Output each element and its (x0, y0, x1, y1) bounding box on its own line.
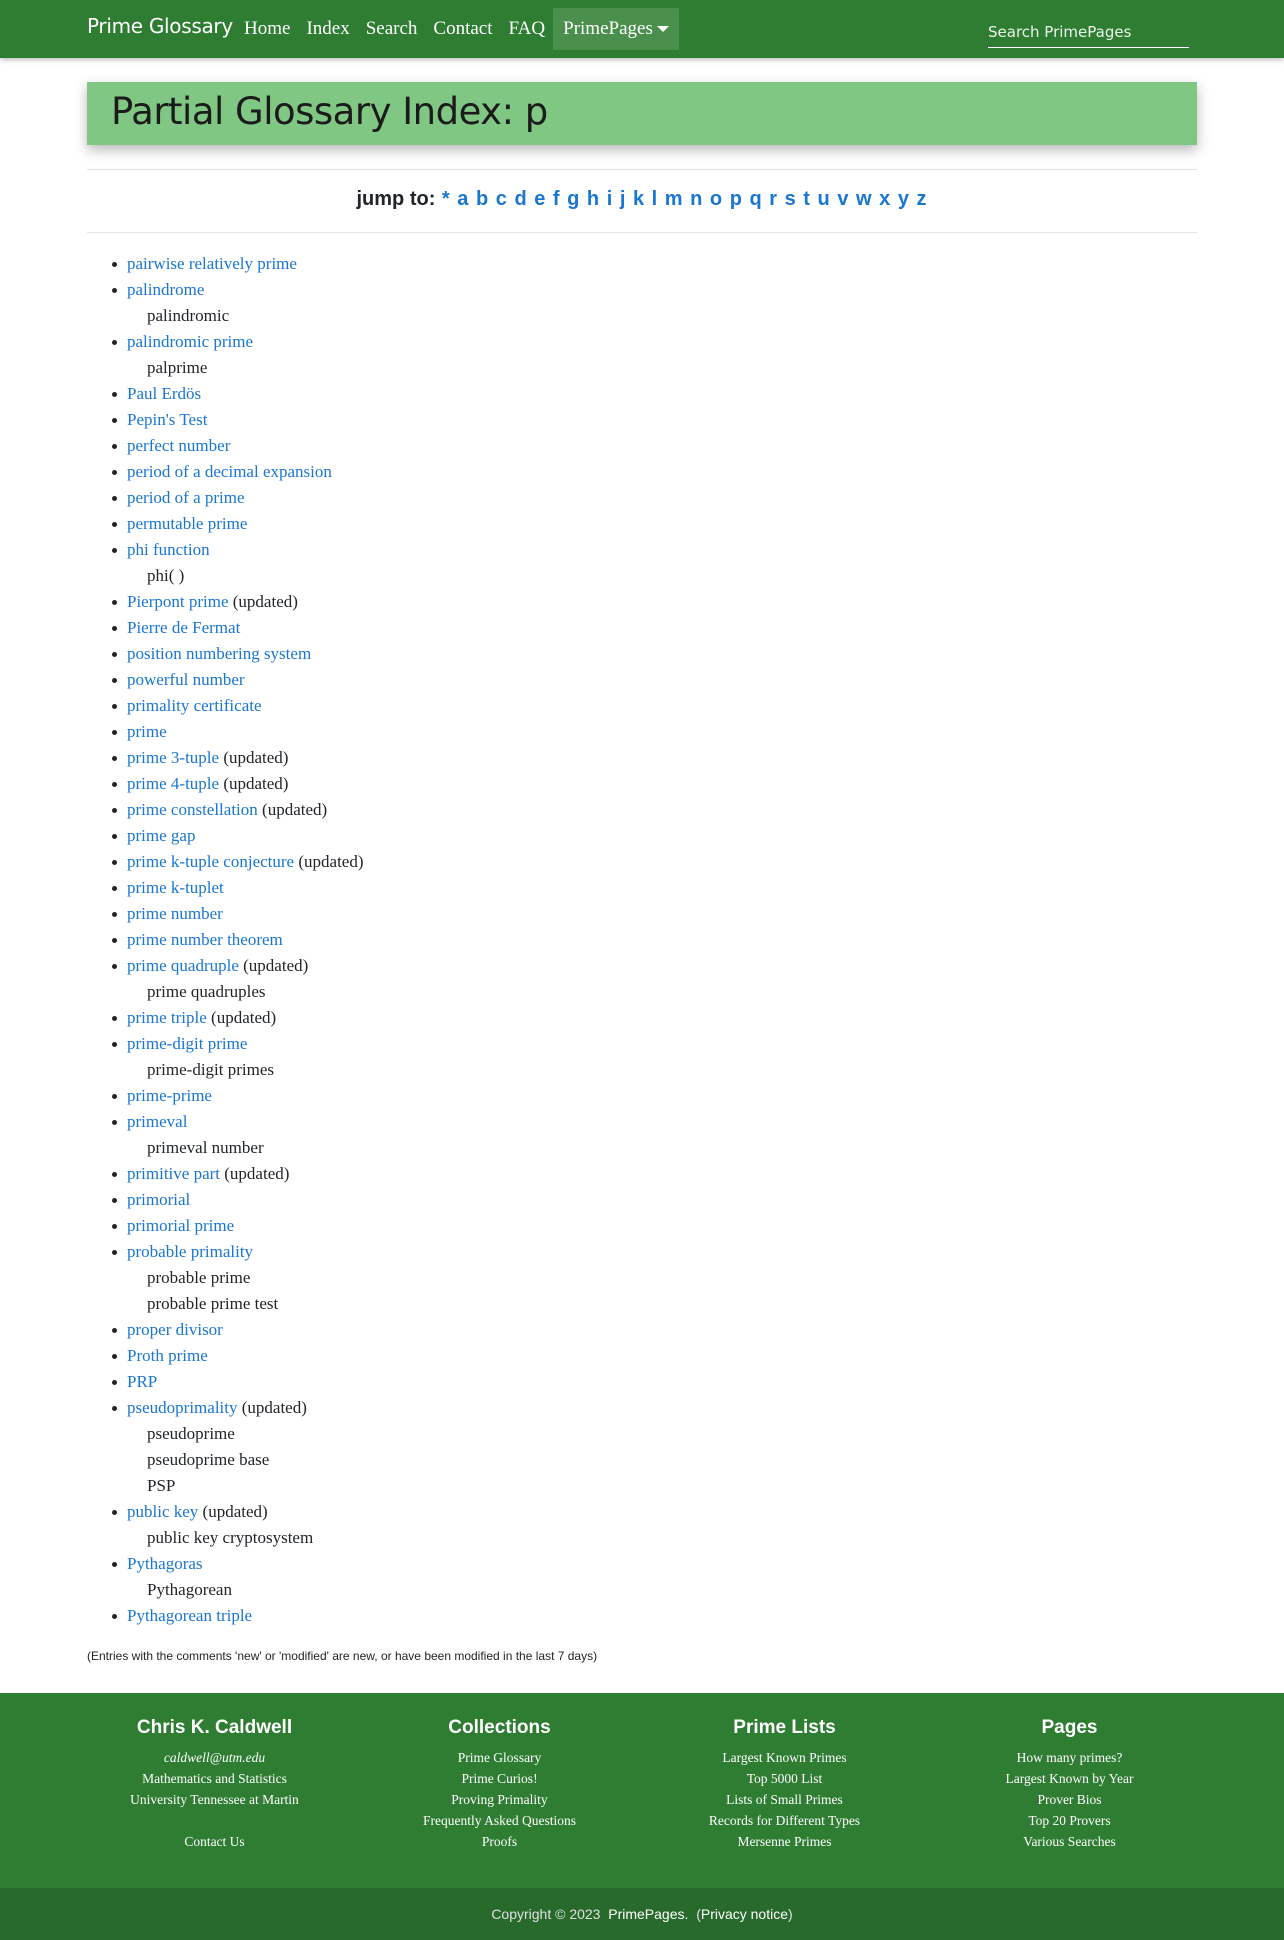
list-item (127, 1187, 364, 1213)
jump-letter-link[interactable]: r (769, 188, 778, 210)
footer-link[interactable]: Frequently Asked Questions (423, 1813, 576, 1828)
nav-links (236, 8, 679, 50)
footer-link[interactable]: Prover Bios (1037, 1792, 1102, 1807)
jump-letter-link[interactable]: o (709, 188, 723, 210)
footer-email-link[interactable]: caldwell@utm.edu (163, 1750, 266, 1765)
privacy-link[interactable]: Privacy notice (700, 1906, 789, 1922)
glossary-term-link[interactable]: Paul Erdös (127, 384, 202, 403)
footer-link[interactable]: Top 20 Provers (1028, 1813, 1111, 1828)
synonym-row (127, 1135, 364, 1161)
glossary-term-link[interactable]: period of a prime (127, 488, 245, 507)
synonym-text: probable prime test (147, 1294, 279, 1313)
glossary-term-link[interactable]: Pierre de Fermat (127, 618, 241, 637)
glossary-term-link[interactable]: probable primality (127, 1242, 254, 1261)
navbar (0, 0, 1284, 58)
footer-link[interactable]: Mersenne Primes (737, 1834, 832, 1849)
jump-letter-link[interactable]: y (897, 188, 909, 210)
list-item (127, 251, 364, 277)
footer-col-collections (357, 1715, 642, 1852)
synonym-text: Pythagorean (147, 1580, 232, 1599)
footer-link[interactable]: Records for Different Types (708, 1813, 861, 1828)
updated-note: (updated) (241, 1398, 307, 1417)
footer-heading: Chris K. Caldwell (136, 1717, 293, 1738)
brand-link[interactable]: Prime Glossary (87, 14, 233, 38)
list-item (127, 1083, 364, 1109)
title-card (87, 82, 1197, 145)
jump-letter-link[interactable]: x (879, 188, 891, 210)
jump-letter-link[interactable]: c (495, 188, 507, 210)
glossary-term-link[interactable]: prime 3-tuple (127, 748, 220, 767)
list-item (127, 849, 364, 875)
caret-down-icon (657, 26, 669, 32)
synonym-row (127, 1577, 364, 1603)
list-item (127, 329, 364, 355)
glossary-term-link[interactable]: palindromic prime (127, 332, 254, 351)
list-item (127, 1031, 364, 1057)
list-item (127, 1317, 364, 1343)
glossary-term-link[interactable]: prime k-tuplet (127, 878, 224, 897)
divider-top (87, 169, 1197, 170)
jump-letter-link[interactable]: p (729, 188, 742, 210)
glossary-term-link[interactable]: primitive part (127, 1164, 221, 1183)
glossary-term-link[interactable]: perfect number (127, 436, 231, 455)
list-item (127, 901, 364, 927)
updated-note: (updated) (223, 774, 289, 793)
updated-note: (updated) (224, 1164, 290, 1183)
glossary-term-link[interactable]: prime number theorem (127, 930, 283, 949)
footer-link[interactable]: Various Searches (1023, 1834, 1116, 1849)
glossary-list (127, 251, 364, 1629)
glossary-term-link[interactable]: prime (127, 722, 167, 741)
jump-letter-link[interactable]: k (632, 188, 645, 210)
synonym-row (127, 1447, 364, 1473)
jump-letter-link[interactable]: l (651, 188, 658, 210)
glossary-term-link[interactable]: proper divisor (127, 1320, 223, 1339)
glossary-term-link[interactable]: palindrome (127, 280, 205, 299)
jump-letters (441, 188, 928, 210)
list-item (127, 1395, 364, 1421)
footer-university: University Tennessee at Martin (130, 1792, 299, 1807)
synonym-row (127, 1525, 364, 1551)
jump-bar (0, 188, 1284, 211)
jump-letter-link[interactable]: g (567, 188, 580, 210)
list-item (127, 693, 364, 719)
list-item (127, 745, 364, 771)
glossary-term-link[interactable]: phi function (127, 540, 210, 559)
glossary-term-link[interactable]: primorial prime (127, 1216, 235, 1235)
jump-letter-link[interactable]: i (606, 188, 613, 210)
synonym-row (127, 303, 364, 329)
page-title: Partial Glossary Index: p (111, 90, 548, 133)
footer-link[interactable]: Largest Known Primes (722, 1750, 847, 1765)
footer-link[interactable]: Largest Known by Year (1005, 1771, 1134, 1786)
footer-link[interactable]: Proofs (481, 1834, 518, 1849)
glossary-term-link[interactable]: prime triple (127, 1008, 207, 1027)
list-item (127, 667, 364, 693)
synonym-text: public key cryptosystem (147, 1528, 314, 1547)
glossary-term-link[interactable]: pairwise relatively prime (127, 254, 297, 273)
jump-letter-link[interactable]: s (784, 188, 796, 210)
glossary-term-link[interactable]: period of a decimal expansion (127, 462, 332, 481)
synonym-text: phi( ) (147, 566, 185, 585)
dropdown-label: PrimePages (563, 18, 653, 39)
glossary-term-link[interactable]: pseudoprimality (127, 1398, 238, 1417)
synonym-row (127, 355, 364, 381)
synonym-text: palindromic (147, 306, 230, 325)
updated-note: (updated) (202, 1502, 268, 1521)
glossary-term-link[interactable]: Pythagoras (127, 1554, 203, 1573)
primepages-link[interactable]: PrimePages (608, 1906, 685, 1922)
glossary-term-link[interactable]: prime 4-tuple (127, 774, 220, 793)
synonym-text: pseudoprime (147, 1424, 235, 1443)
list-item (127, 433, 364, 459)
jump-letter-link[interactable]: z (916, 188, 927, 210)
footer-link[interactable]: How many primes? (1016, 1750, 1123, 1765)
synonym-row (127, 1265, 364, 1291)
jump-letter-link[interactable]: t (803, 188, 810, 210)
glossary-term-link[interactable]: Pythagorean triple (127, 1606, 253, 1625)
list-item (127, 771, 364, 797)
synonym-row (127, 1057, 364, 1083)
glossary-term-link[interactable]: prime number (127, 904, 223, 923)
list-item (127, 641, 364, 667)
list-item (127, 1239, 364, 1265)
list-item (127, 381, 364, 407)
glossary-term-link[interactable]: prime constellation (127, 800, 258, 819)
glossary-term-link[interactable]: Pierpont prime (127, 592, 229, 611)
synonym-row (127, 1291, 364, 1317)
footer (0, 1693, 1284, 1888)
divider-bottom (87, 232, 1197, 233)
synonym-text: palprime (147, 358, 208, 377)
glossary-term-link[interactable]: primorial (127, 1190, 191, 1209)
synonym-text: pseudoprime base (147, 1450, 270, 1469)
glossary-term-link[interactable]: permutable prime (127, 514, 248, 533)
footer-col-pages (927, 1715, 1212, 1852)
glossary-term-link[interactable]: powerful number (127, 670, 245, 689)
list-item (127, 797, 364, 823)
footer-link[interactable]: Lists of Small Primes (726, 1792, 843, 1807)
glossary-term-link[interactable]: Proth prime (127, 1346, 208, 1365)
glossary-term-link[interactable]: prime quadruple (127, 956, 239, 975)
updated-note: (updated) (223, 748, 289, 767)
list-item (127, 407, 364, 433)
footer-dept: Mathematics and Statistics (142, 1771, 287, 1786)
glossary-term-link[interactable]: primeval (127, 1112, 188, 1131)
glossary-term-link[interactable]: prime-digit prime (127, 1034, 248, 1053)
jump-letter-link[interactable]: h (586, 188, 600, 210)
list-item (127, 537, 364, 563)
list-item (127, 485, 364, 511)
list-item (127, 615, 364, 641)
footer-link[interactable]: Prime Glossary (457, 1750, 542, 1765)
list-item (127, 459, 364, 485)
synonym-row (127, 979, 364, 1005)
list-item (127, 1213, 364, 1239)
glossary-term-link[interactable]: Pepin's Test (127, 410, 208, 429)
list-item (127, 1551, 364, 1577)
nav-home[interactable]: Home (244, 18, 291, 39)
list-item (127, 875, 364, 901)
list-item (127, 1603, 364, 1629)
list-item (127, 1005, 364, 1031)
jump-letter-link[interactable]: f (552, 188, 560, 210)
footer-link[interactable]: Top 5000 List (746, 1771, 823, 1786)
footer-heading: Pages (1041, 1717, 1098, 1738)
jump-letter-link[interactable]: * (441, 188, 450, 210)
footer-heading: Prime Lists (733, 1717, 836, 1738)
list-item (127, 1369, 364, 1395)
list-item (127, 1109, 364, 1135)
glossary-term-link[interactable]: prime-prime (127, 1086, 212, 1105)
search-input[interactable] (988, 16, 1189, 48)
list-item (127, 1343, 364, 1369)
synonym-text: primeval number (147, 1138, 264, 1157)
list-item (127, 589, 364, 615)
glossary-term-link[interactable]: primality certificate (127, 696, 262, 715)
nav-contact[interactable]: Contact (433, 18, 493, 39)
footer-heading: Collections (448, 1717, 551, 1738)
jump-letter-link[interactable]: e (534, 188, 546, 210)
list-item (127, 277, 364, 303)
footer-col-prime-lists (642, 1715, 927, 1852)
nav-index[interactable]: Index (306, 18, 350, 39)
updated-note: (updated) (262, 800, 328, 819)
glossary-term-link[interactable]: public key (127, 1502, 199, 1521)
synonym-row (127, 563, 364, 589)
glossary-term-link[interactable]: position numbering system (127, 644, 312, 663)
footer-link[interactable]: Prime Curios! (461, 1771, 538, 1786)
jump-letter-link[interactable]: v (837, 188, 849, 210)
glossary-term-link[interactable]: PRP (127, 1372, 158, 1391)
updated-note: (updated) (211, 1008, 277, 1027)
jump-letter-link[interactable]: a (457, 188, 469, 210)
copyright-text: Copyright © 2023 (491, 1906, 601, 1922)
glossary-term-link[interactable]: prime k-tuple conjecture (127, 852, 295, 871)
jump-letter-link[interactable]: u (817, 188, 830, 210)
list-item (127, 953, 364, 979)
list-item (127, 1499, 364, 1525)
nav-faq[interactable]: FAQ (508, 18, 546, 39)
updated-note: (updated) (243, 956, 309, 975)
list-item (127, 823, 364, 849)
jump-letter-link[interactable]: q (749, 188, 762, 210)
synonym-text: probable prime (147, 1268, 251, 1287)
jump-letter-link[interactable]: b (475, 188, 489, 210)
list-item (127, 1161, 364, 1187)
jump-letter-link[interactable]: d (514, 188, 527, 210)
footer-col-author (72, 1715, 357, 1852)
synonym-text: prime quadruples (147, 982, 266, 1001)
list-item (127, 719, 364, 745)
list-item (127, 927, 364, 953)
synonym-row (127, 1421, 364, 1447)
list-item (127, 511, 364, 537)
glossary-term-link[interactable]: prime gap (127, 826, 196, 845)
jump-letter-link[interactable]: n (690, 188, 703, 210)
footnote: (Entries with the comments 'new' or 'modified' are new, or have been modified in the last 7 days) (87, 1649, 598, 1663)
synonym-row (127, 1473, 364, 1499)
nav-search[interactable]: Search (365, 18, 418, 39)
jump-letter-link[interactable]: j (619, 188, 626, 210)
updated-note: (updated) (232, 592, 298, 611)
updated-note: (updated) (298, 852, 364, 871)
copyright-bar: Copyright © 2023 PrimePages. (Privacy notice) (0, 1888, 1284, 1940)
primepages-dropdown[interactable] (553, 8, 679, 50)
synonym-text: PSP (147, 1476, 176, 1495)
jump-letter-link[interactable]: w (856, 188, 872, 210)
jump-letter-link[interactable]: m (664, 188, 683, 210)
footer-link[interactable]: Proving Primality (451, 1792, 548, 1807)
jump-label: jump to: (356, 188, 436, 210)
synonym-text: prime-digit primes (147, 1060, 275, 1079)
footer-contact-link[interactable]: Contact Us (184, 1834, 245, 1849)
